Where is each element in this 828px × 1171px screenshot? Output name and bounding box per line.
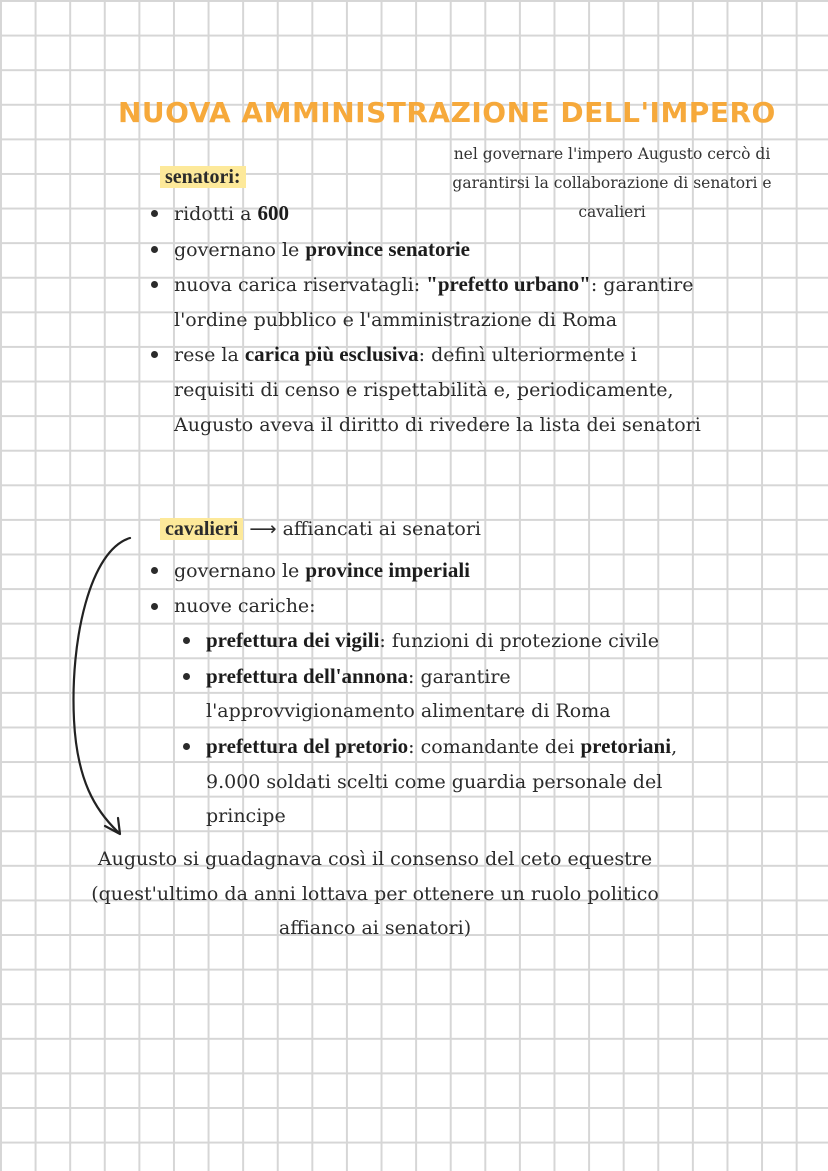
cavalieri-heading [160,518,481,541]
cavalieri-highlight: cavalieri [160,518,243,540]
sub-list-item: prefettura del pretorio: comandante dei pretoriani, 9.000 soldati scelti come guardia personale del principe [182,729,706,834]
list-item: nuova carica riservatagli: "prefetto urbano": garantire l'ordine pubblico e l'amministrazione di Roma [150,267,710,337]
arrow-right-icon: ⟶ [249,518,277,540]
page-title: NUOVA AMMINISTRAZIONE DELL'IMPERO [118,96,776,129]
sub-list-item: prefettura dei vigili: funzioni di protezione civile [182,623,706,659]
cavalieri-note: affiancati ai senatori [282,518,481,540]
list-item: governano le province senatorie [150,232,710,268]
list-item: ridotti a 600 [150,196,710,232]
senatori-list [150,196,710,442]
intro-note: nel governare l'impero Augusto cercò di garantirsi la collaborazione di senatori e cavalieri [452,145,772,221]
senatori-heading [160,166,246,189]
nuove-cariche-sublist [182,623,710,834]
cavalieri-list [150,553,710,834]
list-item: governano le province imperiali [150,553,710,589]
list-item: nuove cariche: prefettura dei vigili: funzioni di protezione civile prefettura dell'annona: garantire l'approvvigionamento alimentare di Roma prefettura del pretorio: comandante dei pretoriani, 9.000 soldati scelti come guardia personale del principe [150,589,710,834]
sub-list-item: prefettura dell'annona: garantire l'approvvigionamento alimentare di Roma [182,659,706,729]
list-item: rese la carica più esclusiva: definì ulteriormente i requisiti di censo e rispettabilità e, periodicamente, Augusto aveva il diritto di rivedere la lista dei senatori [150,337,710,442]
curved-arrow-icon [60,520,140,840]
conclusion-text: Augusto si guadagnava così il consenso del ceto equestre (quest'ultimo da anni lottava per ottenere un ruolo politico affianco ai senatori) [91,848,659,940]
senatori-highlight: senatori: [160,166,246,188]
